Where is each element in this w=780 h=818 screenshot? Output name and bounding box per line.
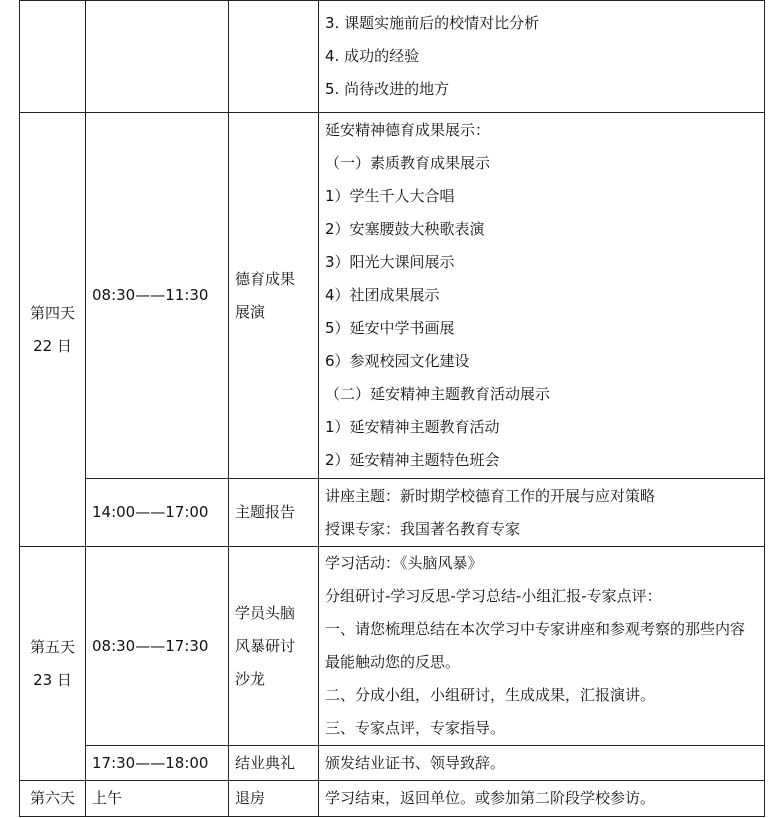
- table-row: [20, 547, 765, 746]
- content-line: 1）延安精神主题教育活动: [325, 418, 500, 436]
- day-label: 第四天: [29, 303, 75, 322]
- schedule-table: [19, 0, 765, 817]
- day-cell: [20, 547, 86, 781]
- name-cell: [229, 479, 319, 547]
- day-cell: [20, 781, 86, 817]
- time-cell: 08:30——17:30: [86, 547, 229, 746]
- content-line: 2）延安精神主题特色班会: [325, 451, 500, 469]
- content-line: 3）阳光大课间展示: [325, 253, 455, 271]
- name-line: 风暴研讨: [235, 636, 296, 655]
- name-line: 学员头脑: [235, 603, 296, 622]
- time-cell: [86, 1, 229, 113]
- content-cell: [319, 746, 765, 781]
- date-label: 23 日: [33, 670, 72, 689]
- content-line: 4. 成功的经验: [325, 47, 420, 65]
- name-line: 展演: [235, 302, 266, 321]
- table-row: [20, 746, 765, 781]
- time-cell: 14:00——17:00: [86, 479, 229, 547]
- content-line: 5. 尚待改进的地方: [325, 80, 450, 98]
- content-cell: [319, 547, 765, 746]
- name-line: 沙龙: [235, 669, 266, 688]
- content-line: 5）延安中学书画展: [325, 319, 455, 337]
- content-line: （二）延安精神主题教育活动展示: [325, 385, 551, 403]
- time-cell: 08:30——11:30: [86, 113, 229, 479]
- name-line: 结业典礼: [235, 753, 296, 772]
- name-cell: [229, 113, 319, 479]
- name-line: 主题报告: [235, 503, 296, 521]
- content-cell: [319, 113, 765, 479]
- table-row: [20, 781, 765, 817]
- content-line: （一）素质教育成果展示: [325, 154, 491, 172]
- content-line: 讲座主题：新时期学校德育工作的开展与应对策略: [325, 486, 656, 505]
- content-cell: [319, 781, 765, 817]
- content-line: 三、专家点评，专家指导。: [325, 719, 506, 737]
- content-line: 分组研讨-学习反思-学习总结-小组汇报-专家点评：: [325, 587, 662, 605]
- table-row: [20, 113, 765, 479]
- name-cell: [229, 746, 319, 781]
- content-line: 2）安塞腰鼓大秧歌表演: [325, 220, 485, 238]
- content-line: 6）参观校园文化建设: [325, 352, 470, 370]
- content-line: 1）学生千人大合唱: [325, 187, 455, 205]
- name-line: 德育成果: [235, 269, 296, 288]
- content-line: 延安精神德育成果展示：: [325, 121, 491, 139]
- content-line: 二、分成小组，小组研讨，生成成果，汇报演讲。: [325, 686, 656, 704]
- content-line: 学习结束，返回单位。或参加第二阶段学校参访。: [325, 789, 656, 807]
- name-cell: [229, 1, 319, 113]
- day-cell: [20, 113, 86, 547]
- content-line: 3. 课题实施前后的校情对比分析: [325, 14, 540, 32]
- name-line: 退房: [235, 789, 266, 807]
- time-cell: 上午: [86, 781, 229, 817]
- content-line: 颁发结业证书、领导致辞。: [325, 753, 506, 772]
- content-line: 4）社团成果展示: [325, 286, 440, 304]
- time-cell: 17:30——18:00: [86, 746, 229, 781]
- day-label: 第六天: [29, 789, 75, 807]
- table-row: [20, 1, 765, 113]
- content-cell: [319, 1, 765, 113]
- content-cell: [319, 479, 765, 547]
- content-line: 一、请您梳理总结在本次学习中专家讲座和参观考察的那些内容最能触动您的反思。: [325, 620, 746, 671]
- content-line: 学习活动：《头脑风暴》: [325, 554, 483, 572]
- content-line: 授课专家：我国著名教育专家: [325, 519, 521, 538]
- date-label: 22 日: [33, 336, 72, 355]
- name-cell: [229, 781, 319, 817]
- table-row: [20, 479, 765, 547]
- day-label: 第五天: [29, 637, 75, 656]
- day-cell: [20, 1, 86, 113]
- name-cell: [229, 547, 319, 746]
